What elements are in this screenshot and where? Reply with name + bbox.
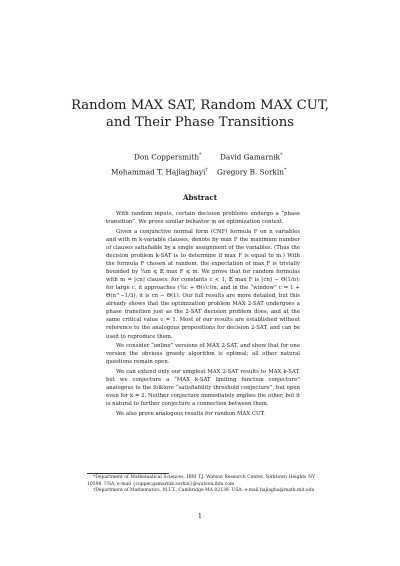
footnotes [87, 475, 315, 495]
footnote-mit: †Department of Mathematics, M.I.T., Cambridge MA 02139, USA. e-mail hajiagha@math.mit.edu [93, 488, 315, 494]
abstract-heading: Abstract [182, 193, 218, 202]
abstract-paragraph: We can extend only our simplest MAX 2-SAT results to MAX k-SAT, but we conjecture a “MAX k-SAT limiting function conjecture” analogous to the folklore “satisfiability threshold conjecture”, but open even for k = 2. Neither conjecture immediately implies the other, but it is natural to further conjecture a connection between them. [106, 369, 300, 408]
page-number: 1 [197, 512, 203, 520]
abstract-body [106, 210, 300, 418]
abstract-paragraph: We also prove analogous results for random MAX CUT. [116, 411, 265, 418]
abstract-paragraph: With random inputs, certain decision problems undergo a “phase transition”. We prove similar behavior in an optimization context. [106, 211, 300, 226]
footnote-ibm: *Department of Mathematical Sciences, IBM T.J. Watson Research Center, Yorktown Heights NY 10598, USA. e-mail {copper,gamarnik,sorkin}@watson.ibm.com [87, 475, 315, 487]
author-sorkin: Gregory B. Sorkin* [217, 167, 287, 177]
author-hajiaghayi: Mohammad T. Hajiaghayi† [111, 167, 208, 177]
paper-title [40, 97, 360, 131]
abstract-paragraph: Given a conjunctive normal form (CNF) formula F on n variables and with m k-variable clauses, denote by max F the maximum number of clauses satisfiable by a single assignment of the variables. (Thus the decision problem k-SAT is to determine if max F is equal to m.) With the formula F chosen at random, the expectation of max F is trivially bounded by ¾m ⩽ 𝔼 max F ⩽ m. We prove that for random formulas with m = ⌊cn⌋ clauses: for constants c < 1, 𝔼 max F is ⌊cn⌋ − Θ(1/n); for large c, it approaches (¾c + Θ(√c))n; and in the “window” c = 1 + Θ(n^−1/3), it is cn − Θ(1). Our full results are more detailed, but this already shows that the optimization problem MAX 2-SAT undergoes a phase transition just as the 2-SAT decision problem does, and at the same critical value c = 1. Most of our results are established without reference to the analogous propositions for decision 2-SAT, and can be used to reproduce them. [106, 228, 300, 340]
title-line-1: Random MAX SAT, Random MAX CUT, [71, 98, 329, 113]
author-coppersmith: Don Coppersmith* [134, 152, 202, 162]
author-gamarnik: David Gamarnik* [220, 152, 283, 162]
abstract-paragraph: We consider “online” versions of MAX 2-SAT, and show that for one version the obvious greedy algorithm is optimal; all other natural questions remain open. [106, 343, 300, 366]
title-line-2: and Their Phase Transitions [106, 115, 294, 130]
footnote-rule [87, 473, 169, 474]
